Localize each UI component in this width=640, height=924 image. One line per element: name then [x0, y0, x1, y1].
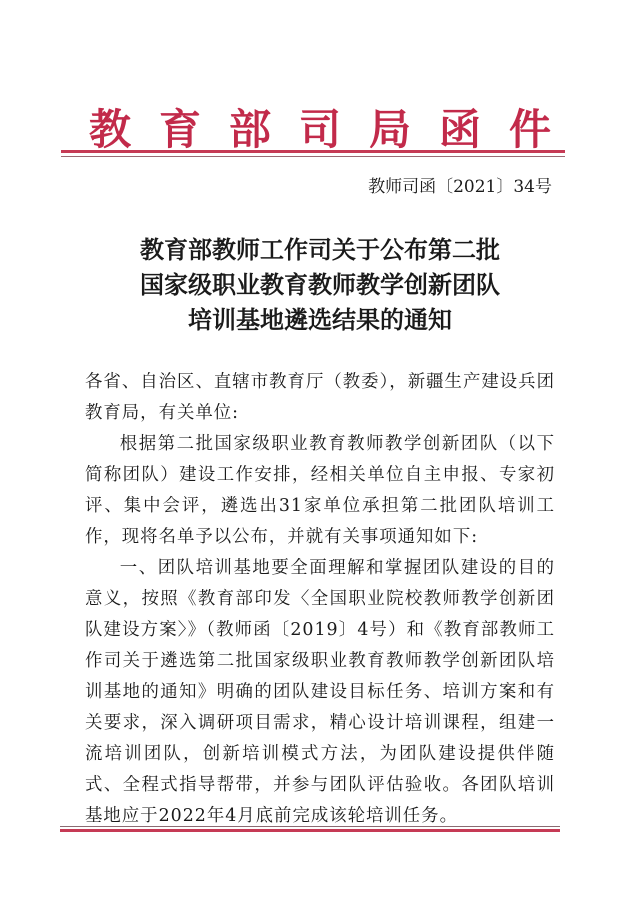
- title-line: 培训基地遴选结果的通知: [188, 305, 452, 334]
- notice-body: [85, 367, 555, 832]
- footer-divider: [60, 826, 560, 827]
- paragraph: 一、团队培训基地要全面理解和掌握团队建设的目的意义，按照《教育部印发〈全国职业院校教师教学创新团队建设方案〉》（教师函〔2019〕4号）和《教育部教师工作司关于遴选第二批国家级职业教育教师教学创新团队培训基地的通知》明确的团队建设目标任务、培训方案和有关要求，深入调研项目需求，精心设计培训课程，组建一流培训团队，创新培训模式方法，为团队建设提供伴随式、全程式指导帮带，并参与团队评估验收。各团队培训基地应于2022年4月底前完成该轮培训任务。: [85, 558, 555, 826]
- paragraph: 根据第二批国家级职业教育教师教学创新团队（以下简称团队）建设工作安排，经相关单位自主申报、专家初评、集中会评，遴选出31家单位承担第二批团队培训工作，现将名单予以公布，并就有关事项通知如下:: [85, 434, 555, 547]
- notice-title: [0, 232, 640, 337]
- masthead-divider: [61, 150, 565, 153]
- masthead-title: 教育部司局函件: [88, 105, 579, 154]
- title-line: 教育部教师工作司关于公布第二批: [140, 235, 500, 264]
- salutation: 各省、自治区、直辖市教育厅（教委），新疆生产建设兵团教育局，有关单位:: [85, 372, 555, 423]
- document-number: 教师司函〔2021〕34号: [368, 177, 552, 197]
- title-line: 国家级职业教育教师教学创新团队: [140, 270, 500, 299]
